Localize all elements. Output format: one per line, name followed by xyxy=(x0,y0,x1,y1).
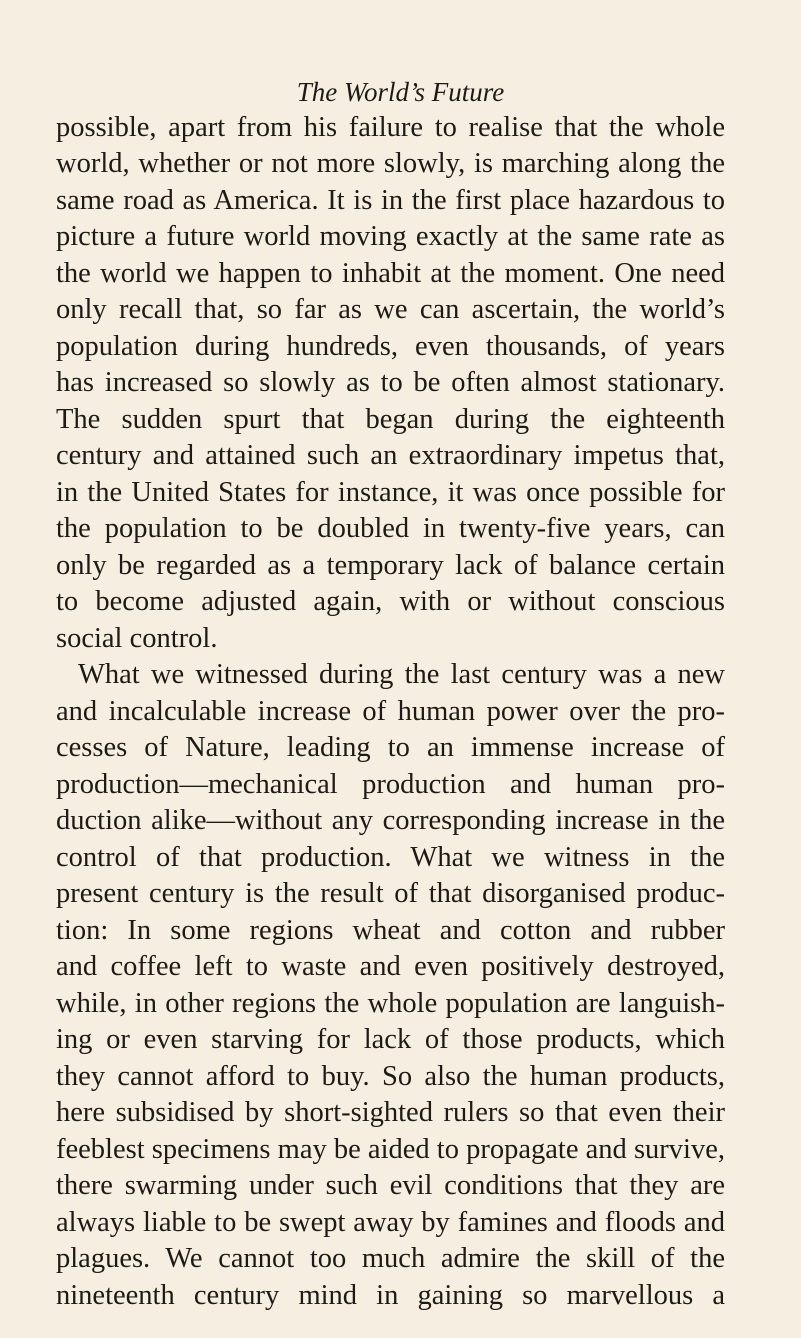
text-line: cesses of Nature, leading to an immense increase of xyxy=(56,732,725,763)
text-line: nineteenth century mind in gaining so marvellous a xyxy=(56,1280,725,1311)
text-line: in the United States for instance, it was once possible for xyxy=(56,477,725,508)
text-line: picture a future world moving exactly at the same rate as xyxy=(56,221,725,252)
text-line: to become adjusted again, with or without conscious xyxy=(56,586,725,617)
text-line: only be regarded as a temporary lack of balance certain xyxy=(56,550,725,581)
text-line: here subsidised by short-sighted rulers so that even their xyxy=(56,1097,725,1128)
text-line: duction alike—without any corresponding increase in the xyxy=(56,805,725,836)
text-line: they cannot afford to buy. So also the human products, xyxy=(56,1061,725,1092)
text-line: present century is the result of that disorganised produc- xyxy=(56,878,725,909)
text-line: while, in other regions the whole population are languish- xyxy=(56,988,725,1019)
text-line: plagues. We cannot too much admire the skill of the xyxy=(56,1243,725,1274)
text-line: same road as America. It is in the first place hazardous to xyxy=(56,185,725,216)
running-head: The World’s Future xyxy=(296,77,505,107)
text-line: ing or even starving for lack of those products, which xyxy=(56,1024,725,1055)
text-line: world, whether or not more slowly, is marching along the xyxy=(56,148,725,179)
text-line: has increased so slowly as to be often almost stationary. xyxy=(56,367,725,398)
text-line: The sudden spurt that began during the eighteenth xyxy=(56,404,725,435)
text-line: tion: In some regions wheat and cotton and rubber xyxy=(56,915,725,946)
text-line: the population to be doubled in twenty-five years, can xyxy=(56,513,725,544)
text-line: the world we happen to inhabit at the moment. One need xyxy=(56,258,725,289)
text-line: and coffee left to waste and even positively destroyed, xyxy=(56,951,725,982)
text-line: only recall that, so far as we can ascertain, the world’s xyxy=(56,294,725,325)
text-line: possible, apart from his failure to realise that the whole xyxy=(56,112,725,143)
text-line: there swarming under such evil conditions that they are xyxy=(56,1170,725,1201)
text-line: population during hundreds, even thousands, of years xyxy=(56,331,725,362)
text-line: social control. xyxy=(56,623,218,654)
text-line: feeblest specimens may be aided to propagate and survive, xyxy=(56,1134,725,1165)
text-line: century and attained such an extraordinary impetus that, xyxy=(56,440,725,471)
text-line: control of that production. What we witness in the xyxy=(56,842,725,873)
text-line: and incalculable increase of human power over the pro- xyxy=(56,696,725,727)
text-line: What we witnessed during the last century was a new xyxy=(78,659,725,690)
text-line: production—mechanical production and human pro- xyxy=(56,769,725,800)
text-line: always liable to be swept away by famines and floods and xyxy=(56,1207,725,1238)
